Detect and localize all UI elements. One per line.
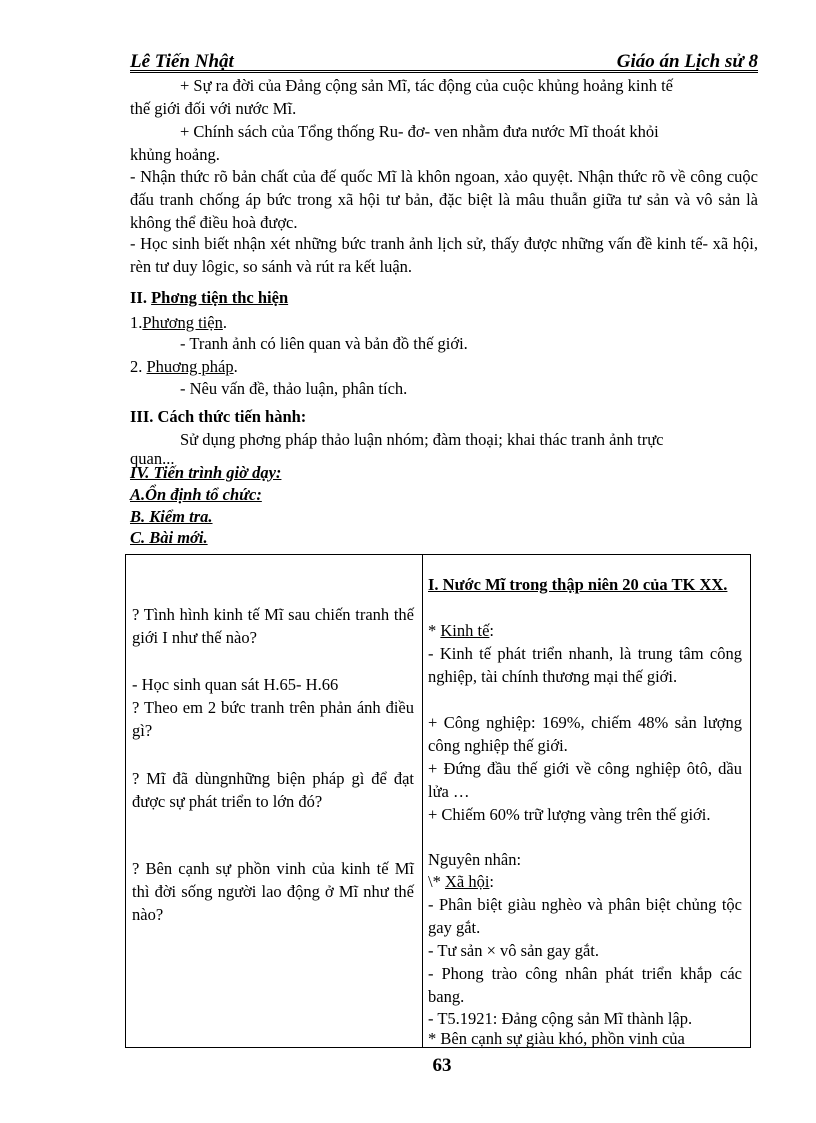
sub2-item: - Nêu vấn đề, thảo luận, phân tích. <box>180 379 408 398</box>
econ-point-1: - Kinh tế phát triển nhanh, là trung tâm công nghiệp, tài chính thương mại thế giới. <box>428 644 742 686</box>
question-1: ? Tình hình kinh tế Mĩ sau chiến tranh thế giới I như thế nào? <box>132 605 414 647</box>
lesson-table <box>125 554 751 1048</box>
section-2-title: Phơng tiện thc hiện <box>151 288 289 307</box>
header-title: Giáo án Lịch sử 8 <box>616 51 758 72</box>
social-point-4: - T5.1921: Đảng cộng sản Mĩ thành lập. <box>428 1009 693 1028</box>
cause-label: Nguyên nhân: <box>428 850 522 869</box>
section-4-c: C. Bài mới. <box>130 528 208 547</box>
social-point-3: - Phong trào công nhân phát triển khắp các bang. <box>428 964 742 1006</box>
social-label: Xã hội <box>444 872 490 891</box>
intro-para-2: - Nhận thức rõ bản chất của đế quốc Mĩ là khôn ngoan, xảo quyệt. Nhận thức rõ về công cuộc đấu tranh chống áp bức trong xã hội tư bản, đặc biệt là mâu thuẫn giữa tư sản và vô sản là không thể điều hoà được. <box>130 167 758 232</box>
sub2-title: Phuơng pháp <box>146 357 234 376</box>
header-author: Lê Tiến Nhật <box>130 51 234 72</box>
section-3-heading <box>130 407 306 427</box>
econ-point-4: + Chiếm 60% trữ lượng vàng trên thế giới. <box>428 805 711 824</box>
section-3-line-1: Sử dụng phơng pháp thảo luận nhóm; đàm thoại; khai thác tranh ảnh trực <box>180 430 664 449</box>
question-2-observe: - Học sinh quan sát H.65- H.66 <box>132 675 339 694</box>
intro-line-3: + Chính sách của Tổng thống Ru- đơ- ven nhằm đưa nước Mĩ thoát khỏi <box>180 122 659 141</box>
answer-heading: I. Nước Mĩ trong thập niên 20 của TK XX. <box>428 575 728 594</box>
intro-para-3: - Học sinh biết nhận xét những bức tranh ảnh lịch sử, thấy được những vấn đề kinh tế- xã hội, rèn tư duy lôgic, so sánh và rút ra kết luận. <box>130 234 758 276</box>
sub1-item: - Tranh ảnh có liên quan và bản đồ thế giới. <box>180 334 468 353</box>
section-3-title: Cách thức tiến hành: <box>157 407 307 426</box>
section-3-line-2: quan... <box>130 449 175 468</box>
social-point-2: - Tư sản × vô sản gay gắt. <box>428 941 599 960</box>
sub2-number: 2. <box>130 357 147 376</box>
econ-point-3: + Đứng đầu thế giới về công nghiệp ôtô, dầu lửa … <box>428 759 742 801</box>
social-label-line: \* Xã hội: <box>428 872 495 891</box>
section-4-a: A.Ổn định tổ chức: <box>130 485 262 504</box>
table-column-divider <box>422 555 423 1047</box>
question-4: ? Bên cạnh sự phồn vinh của kinh tế Mĩ thì đời sống người lao động ở Mĩ như thế nào? <box>132 859 414 924</box>
section-2-sub2: 2. Phuơng pháp. <box>130 357 238 376</box>
section-2-sub1: 1.Phương tiện. <box>130 313 227 332</box>
section-4-b: B. Kiểm tra. <box>130 507 213 526</box>
section-2-number: II. <box>130 288 147 307</box>
section-2-heading <box>130 288 288 308</box>
question-3: ? Mĩ đã dùngnhững biện pháp gì để đạt được sự phát triển to lớn đó? <box>132 769 414 811</box>
page-number: 63 <box>432 1055 452 1076</box>
social-point-5: * Bên cạnh sự giàu khó, phồn vinh của <box>428 1029 685 1048</box>
econ-point-2: + Công nghiệp: 169%, chiếm 48% sản lượng công nghiệp thế giới. <box>428 713 742 755</box>
intro-line-2: thế giới đối với nước Mĩ. <box>130 99 297 118</box>
sub1-number: 1. <box>130 313 143 332</box>
intro-line-4: khủng hoảng. <box>130 145 220 164</box>
question-2: ? Theo em 2 bức tranh trên phản ánh điều gì? <box>132 698 414 740</box>
sub1-title: Phương tiện <box>142 313 223 332</box>
section-4-title: IV. Tiến trình giờ dạy: <box>130 463 282 482</box>
econ-prefix: * <box>428 621 441 640</box>
social-point-1: - Phân biệt giàu nghèo và phân biệt chủng tộc gay gắt. <box>428 895 742 937</box>
econ-label: Kinh tế <box>440 621 490 640</box>
section-3-number: III. <box>130 407 154 426</box>
econ-label-line: * Kinh tế: <box>428 621 495 640</box>
intro-line-1: + Sự ra đời của Đảng cộng sản Mĩ, tác động của cuộc khủng hoảng kinh tế <box>180 76 673 95</box>
social-prefix: \* <box>428 872 445 891</box>
